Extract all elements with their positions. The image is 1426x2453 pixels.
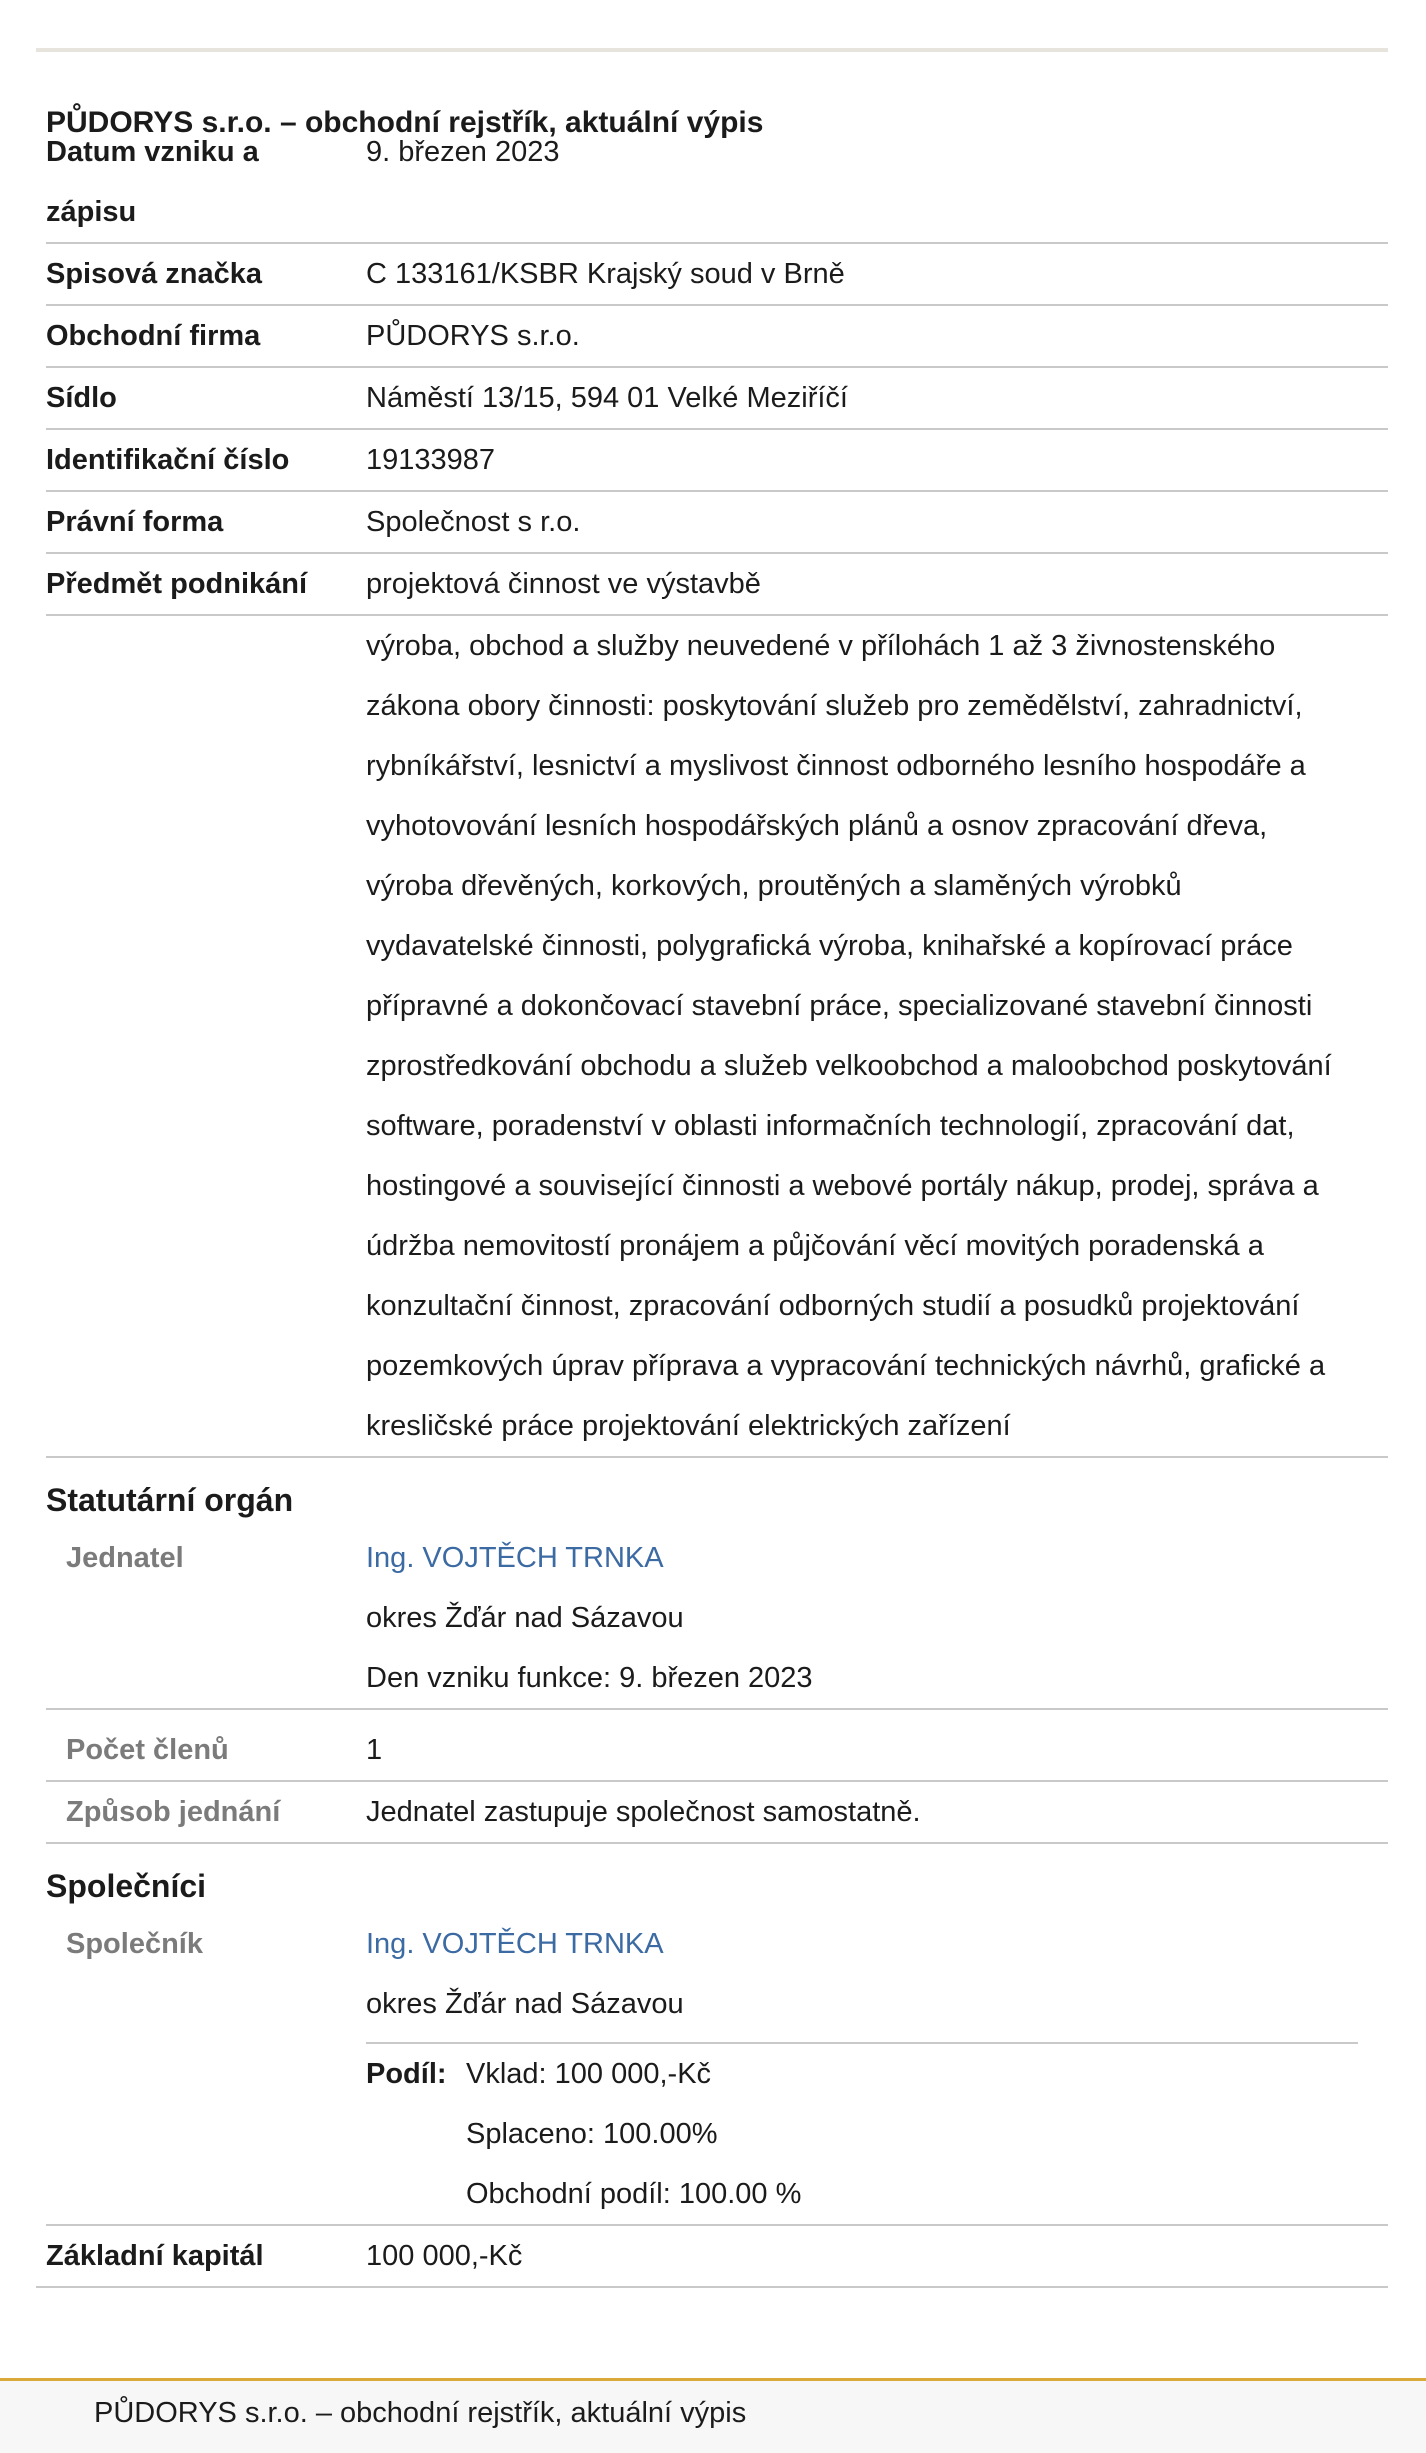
- predmet-line: výroba, obchod a služby neuvedené v přílohách 1 až 3 živnostenského: [366, 630, 1276, 662]
- label-jednatel: Jednatel: [66, 1542, 184, 1574]
- value-predmet-podnikani: projektová činnost ve výstavbě: [366, 568, 761, 600]
- predmet-line: rybníkářství, lesnictví a myslivost činnost odborného lesního hospodáře a: [366, 750, 1306, 782]
- row-spolecnik: [46, 1914, 1388, 2226]
- value-predmet-detail: [366, 616, 1388, 1456]
- value-zakladni-kapital: 100 000,-Kč: [366, 2240, 523, 2272]
- predmet-line: zprostředkování obchodu a služeb velkoobchod a maloobchod poskytování: [366, 1050, 1332, 1082]
- value-spisova-znacka: C 133161/KSBR Krajský soud v Brně: [366, 258, 845, 290]
- predmet-line: vyhotovování lesních hospodářských plánů a osnov zpracování dřeva,: [366, 810, 1268, 842]
- podil-block: [366, 2042, 1358, 2224]
- value-zpusob-jednani: Jednatel zastupuje společnost samostatně.: [366, 1796, 921, 1828]
- section-spolecnici: Společníci: [46, 1868, 207, 1904]
- row-ico: [46, 430, 1388, 492]
- spolecnik-name-link[interactable]: Ing. VOJTĚCH TRNKA: [366, 1928, 664, 1960]
- jednatel-okres: okres Žďár nad Sázavou: [366, 1602, 684, 1634]
- predmet-line: výroba dřevěných, korkových, proutěných a slaměných výrobků: [366, 870, 1182, 902]
- row-datum-vzniku: [46, 122, 1388, 244]
- label-predmet-podnikani: Předmět podnikání: [46, 568, 308, 600]
- row-pocet-clenu: [46, 1720, 1388, 1782]
- podil-splaceno: Splaceno: 100.00%: [466, 2118, 718, 2150]
- label-spisova-znacka: Spisová značka: [46, 258, 262, 290]
- value-sidlo: Náměstí 13/15, 594 01 Velké Meziříčí: [366, 382, 848, 414]
- row-zpusob-jednani: [46, 1782, 1388, 1844]
- podil-label: Podíl:: [366, 2058, 447, 2090]
- jednatel-name-link[interactable]: Ing. VOJTĚCH TRNKA: [366, 1542, 664, 1574]
- podil-values: [466, 2044, 801, 2224]
- row-obchodni-firma: [46, 306, 1388, 368]
- jednatel-vznik: Den vzniku funkce: 9. březen 2023: [366, 1662, 813, 1694]
- register-extract-card: [36, 48, 1388, 2288]
- value-jednatel: [366, 1528, 1388, 1708]
- label-sidlo: Sídlo: [46, 382, 117, 414]
- row-predmet-detail: [46, 616, 1388, 1458]
- label-pravni-forma: Právní forma: [46, 506, 224, 538]
- value-spolecnik: [366, 1914, 1388, 2224]
- spolecnik-okres: okres Žďár nad Sázavou: [366, 1988, 684, 2020]
- label-zakladni-kapital: Základní kapitál: [46, 2240, 264, 2272]
- value-pocet-clenu: 1: [366, 1734, 383, 1766]
- label-zpusob-jednani: Způsob jednání: [66, 1796, 281, 1828]
- label-datum-vzniku: [46, 122, 366, 242]
- value-ico: 19133987: [366, 444, 496, 476]
- label-spolecnik: Společník: [66, 1928, 203, 1960]
- predmet-line: konzultační činnost, zpracování odborných studií a posudků projektování: [366, 1290, 1300, 1322]
- value-obchodni-firma: PŮDORYS s.r.o.: [366, 320, 580, 352]
- predmet-line: přípravné a dokončovací stavební práce, specializované stavební činnosti: [366, 990, 1313, 1022]
- footer-bar: [0, 2378, 1426, 2453]
- row-zakladni-kapital: [36, 2226, 1388, 2288]
- podil-vklad: Vklad: 100 000,-Kč: [466, 2058, 712, 2090]
- predmet-line: vydavatelské činnosti, polygrafická výroba, knihařské a kopírovací práce: [366, 930, 1293, 962]
- predmet-line: údržba nemovitostí pronájem a půjčování věcí movitých poradenská a: [366, 1230, 1264, 1262]
- label-pocet-clenu: Počet členů: [66, 1734, 229, 1766]
- predmet-line: pozemkových úprav příprava a vypracování technických návrhů, grafické a: [366, 1350, 1326, 1382]
- row-predmet-podnikani: [46, 554, 1388, 616]
- label-empty: [46, 616, 366, 1456]
- row-sidlo: [46, 368, 1388, 430]
- predmet-line: zákona obory činnosti: poskytování služeb pro zemědělství, zahradnictví,: [366, 690, 1303, 722]
- value-pravni-forma: Společnost s r.o.: [366, 506, 581, 538]
- label-obchodni-firma: Obchodní firma: [46, 320, 261, 352]
- predmet-line: kresličské práce projektování elektrických zařízení: [366, 1410, 1011, 1442]
- row-jednatel: [46, 1528, 1388, 1710]
- row-pravni-forma: [46, 492, 1388, 554]
- section-statutarni-organ: Statutární orgán: [46, 1482, 294, 1518]
- footer-title: PŮDORYS s.r.o. – obchodní rejstřík, aktuální výpis: [94, 2397, 747, 2429]
- value-datum-vzniku: 9. březen 2023: [366, 136, 560, 168]
- label-datum-line2: zápisu: [46, 196, 137, 228]
- predmet-line: hostingové a související činnosti a webové portály nákup, prodej, správa a: [366, 1170, 1319, 1202]
- label-ico: Identifikační číslo: [46, 444, 290, 476]
- page-title: PŮDORYS s.r.o. – obchodní rejstřík, aktuální výpis: [46, 106, 764, 139]
- podil-obchodni: Obchodní podíl: 100.00 %: [466, 2178, 802, 2210]
- predmet-line: software, poradenství v oblasti informačních technologií, zpracování dat,: [366, 1110, 1295, 1142]
- row-spisova-znacka: [46, 244, 1388, 306]
- label-datum-line1: Datum vzniku a: [46, 136, 259, 168]
